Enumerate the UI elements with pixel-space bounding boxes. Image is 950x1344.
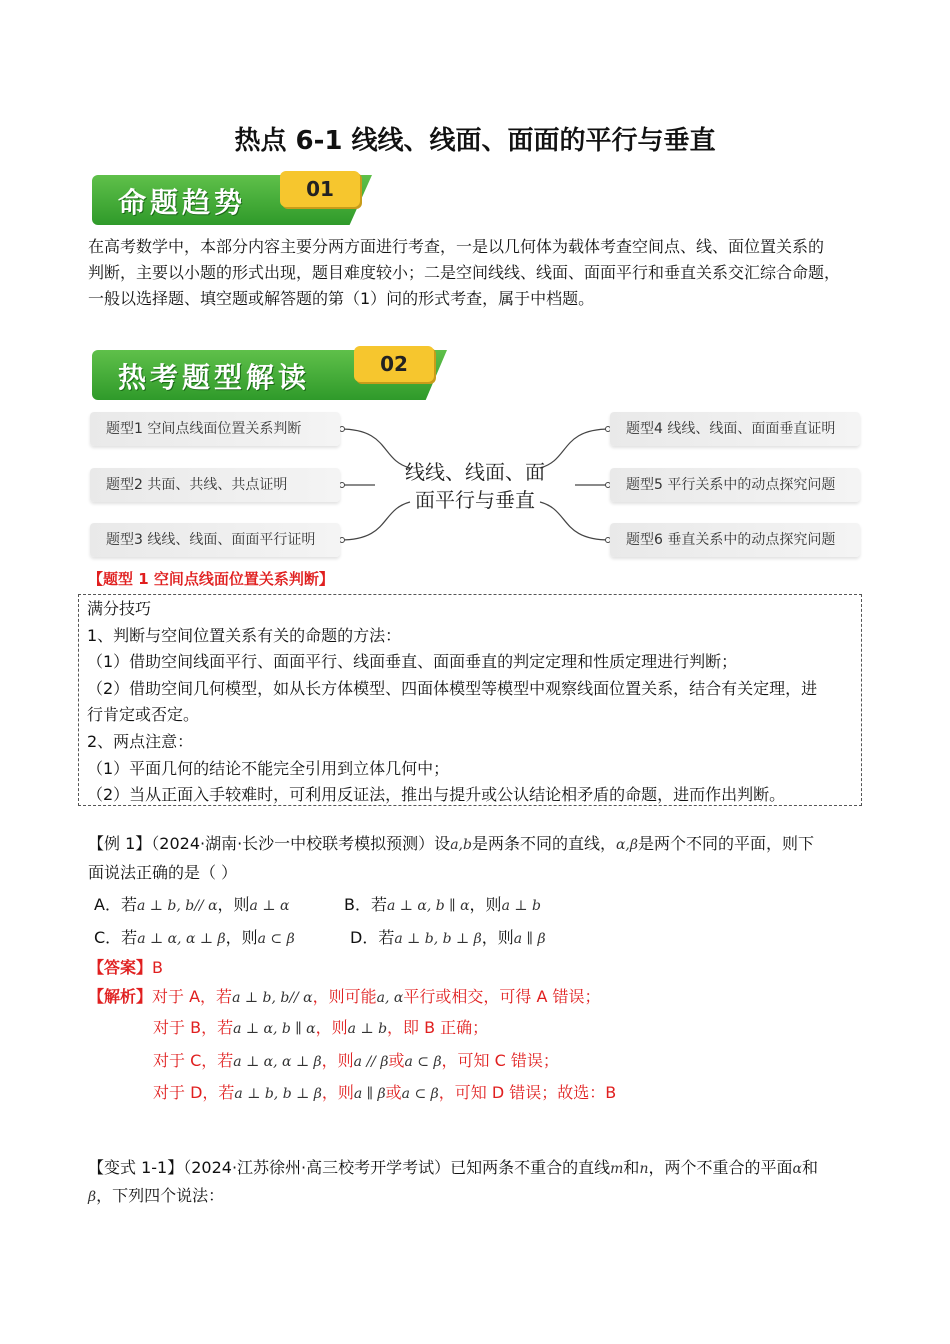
analysis-text: 或 <box>385 1083 402 1102</box>
intro-line: 判断，主要以小题的形式出现，题目难度较小；二是空间线线、线面、面面平行和垂直关系交汇综合命题， <box>88 263 841 282</box>
option-math: a ⊂ β <box>257 931 295 947</box>
center-line: 线线、线面、面 <box>405 460 545 484</box>
center-line: 面平行与垂直 <box>415 488 535 512</box>
option-math: a ⊥ b <box>501 898 541 914</box>
analysis-math: a ⊂ β <box>401 1086 439 1102</box>
option-math: a ⊥ α <box>249 898 290 914</box>
analysis-label: 【解析】 <box>88 987 153 1006</box>
mindmap-center <box>380 458 570 514</box>
analysis-math: a ⊥ b <box>347 1021 388 1037</box>
type1-heading: 【题型 1 空间点线面位置关系判断】 <box>88 570 334 588</box>
math-alpha: α <box>792 1161 802 1177</box>
option-label: C．若 <box>94 928 138 947</box>
banner-number: 02 <box>354 346 434 382</box>
variant-label: 【变式 1-1】 <box>88 1158 184 1177</box>
mindmap-item-type4: 题型4 线线、线面、面面垂直证明 <box>610 412 860 446</box>
variant-line1 <box>88 1157 818 1180</box>
analysis-text: 对于 C，若 <box>153 1051 234 1070</box>
mindmap-item-type2: 题型2 共面、共线、共点证明 <box>90 468 340 502</box>
math-m: m <box>610 1161 624 1177</box>
option-math: a ∥ β <box>513 931 546 947</box>
option-text: ，则 <box>217 895 250 914</box>
option-b <box>344 894 541 917</box>
mindmap-item-type6: 题型6 垂直关系中的动点探究问题 <box>610 523 860 557</box>
variant-text: ，下列四个说法： <box>96 1186 225 1205</box>
analysis-text: ，可知 C 错误； <box>441 1051 559 1070</box>
variant-text: ，两个不重合的平面 <box>648 1158 793 1177</box>
option-text: ，则 <box>469 895 502 914</box>
math-n: n <box>639 1161 649 1177</box>
banner-trend <box>92 175 382 225</box>
analysis-text: ，可知 D 错误；故选：B <box>438 1083 617 1102</box>
analysis-math: a ⊥ b, b// α <box>232 990 313 1006</box>
tips-title: 满分技巧 <box>87 599 152 618</box>
example-line1 <box>88 833 814 856</box>
intro-line: 在高考数学中，本部分内容主要分两方面进行考查，一是以几何体为载体考查空间点、线、面位置关系的 <box>88 237 825 256</box>
banner-label: 命题趋势 <box>118 186 247 219</box>
banner-hot-types <box>92 350 452 400</box>
variant-line2 <box>88 1185 224 1208</box>
answer-label: 【答案】 <box>88 958 153 977</box>
mindmap-item-type3: 题型3 线线、线面、面面平行证明 <box>90 523 340 557</box>
tips-line: （2）当从正面入手较难时，可利用反证法，推出与提升或公认结论相矛盾的命题，进而作出判断。 <box>87 785 786 805</box>
tips-line: （1）借助空间线面平行、面面平行、线面垂直、面面垂直的判定定理和性质定理进行判断； <box>87 652 738 672</box>
option-math: a ⊥ α, b ∥ α <box>386 898 470 914</box>
analysis-math: a ⊥ α, α ⊥ β <box>233 1054 322 1070</box>
example-text: 是两个不同的平面，则下 <box>637 834 814 853</box>
option-text: ，则 <box>225 928 258 947</box>
analysis-math: a // β <box>353 1054 389 1070</box>
tips-line: 1、判断与空间位置关系有关的命题的方法： <box>87 625 402 645</box>
tips-line: 2、两点注意： <box>87 731 194 751</box>
example-line2: 面说法正确的是（ ） <box>88 863 238 882</box>
tips-content <box>87 596 862 809</box>
option-label: B．若 <box>344 895 387 914</box>
tips-line: 行肯定或否定。 <box>87 705 200 725</box>
option-math: a ⊥ b, b// α <box>136 898 218 914</box>
tips-line: （2）借助空间几何模型，如从长方体模型、四面体模型等模型中观察线面位置关系，结合有关定理，进 <box>87 678 818 698</box>
tips-line: （1）平面几何的结论不能完全引用到立体几何中； <box>87 758 450 778</box>
analysis-line1 <box>88 986 600 1009</box>
math-beta: β <box>88 1189 97 1205</box>
variant-text: 和 <box>801 1158 818 1177</box>
option-c <box>94 927 295 950</box>
example-text: 是两条不同的直线， <box>471 834 616 853</box>
analysis-text: ，则 <box>321 1051 354 1070</box>
mindmap-item-type1: 题型1 空间点线面位置关系判断 <box>90 412 340 446</box>
analysis-math: a ⊂ β <box>404 1054 442 1070</box>
answer <box>88 957 163 979</box>
option-math: a ⊥ α, α ⊥ β <box>137 931 226 947</box>
option-math: a ⊥ b, b ⊥ β <box>394 931 482 947</box>
intro-line: 一般以选择题、填空题或解答题的第（1）问的形式考查，属于中档题。 <box>88 289 595 308</box>
analysis-math: a, α <box>376 990 404 1006</box>
analysis-text: ，则 <box>315 1018 348 1037</box>
analysis-line4 <box>153 1082 616 1105</box>
variant-text: 和 <box>623 1158 640 1177</box>
analysis-text: ，则可能 <box>312 987 377 1006</box>
analysis-line2 <box>153 1017 488 1040</box>
analysis-text: 对于 A，若 <box>152 987 233 1006</box>
analysis-math: a ⊥ b, b ⊥ β <box>234 1086 322 1102</box>
analysis-text: ，即 B 正确； <box>387 1018 489 1037</box>
analysis-text: 对于 B，若 <box>153 1018 234 1037</box>
analysis-line3 <box>153 1050 559 1073</box>
analysis-math: a ∥ β <box>353 1086 386 1102</box>
analysis-math: a ⊥ α, b ∥ α <box>233 1021 316 1037</box>
math-alpha-beta: α,β <box>615 837 638 853</box>
example-source: （2024·湖南·长沙一中校联考模拟预测）设 <box>151 834 451 853</box>
analysis-text: 或 <box>388 1051 405 1070</box>
intro-paragraph <box>88 234 878 312</box>
variant-text: （2024·江苏徐州·高三校考开学考试）已知两条不重合的直线 <box>183 1158 611 1177</box>
option-label: D．若 <box>350 928 395 947</box>
answer-value: B <box>152 958 163 977</box>
mindmap-item-type5: 题型5 平行关系中的动点探究问题 <box>610 468 860 502</box>
math-ab: a,b <box>450 837 472 853</box>
option-text: ，则 <box>481 928 514 947</box>
analysis-text: ，则 <box>321 1083 354 1102</box>
banner-number: 01 <box>280 171 360 207</box>
option-d <box>350 927 546 950</box>
page-title: 热点 6-1 线线、线面、面面的平行与垂直 <box>234 126 716 156</box>
analysis-text: 对于 D，若 <box>153 1083 235 1102</box>
example-label: 【例 1】 <box>88 834 152 853</box>
banner-label: 热考题型解读 <box>118 361 311 394</box>
option-label: A．若 <box>94 895 137 914</box>
option-a <box>94 894 289 917</box>
analysis-text: 平行或相交，可得 A 错误； <box>403 987 601 1006</box>
